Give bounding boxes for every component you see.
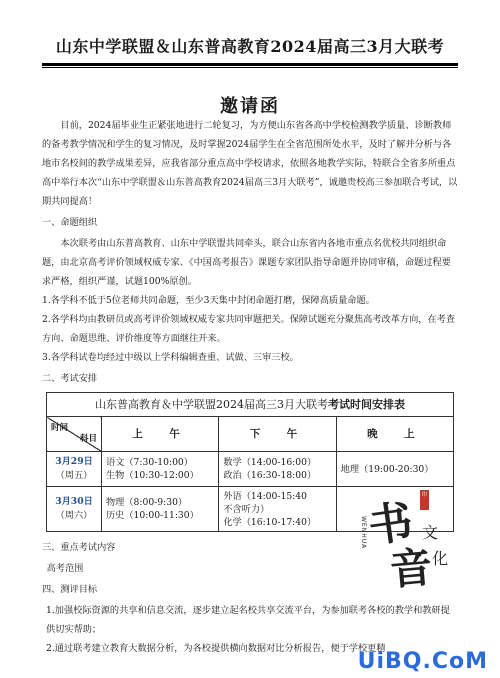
section-1-item: 3.各学科试卷均经过中级以上学科编辑查重、试做、三审三校。 <box>42 352 299 363</box>
afternoon-cell <box>219 487 336 532</box>
exam-entry: 政治（16:30-18:00） <box>223 470 317 481</box>
intro-paragraph: 目前，2024届毕业生正紧张地进行二轮复习，为方便山东省各高中学校检测教学质量、诊断教师的备考教学情况和学生的复习情况，及时掌握2024届学生在全省范围所处水平，及时了解并分析与各地市名校间的教学成果差异，应我省部分重点高中学校请求，依照各地教学实际，特联合全省多所重点高中举行本次“山东中学联盟＆山东普高教育2024届高三3月大联考”，诚邀贵校高三参加联合考试，以期共同提高！ <box>42 120 458 207</box>
section-4-title: 四、测评目标 <box>42 584 98 595</box>
red-stamp: 印 <box>420 490 429 510</box>
calligraphy-logo <box>360 480 470 610</box>
section-3-body: 高考范围 <box>46 563 84 574</box>
exam-entry: 语文（7:30-10:00） <box>106 457 193 468</box>
logo-char: 文 <box>422 523 439 542</box>
logo-char: 化 <box>432 549 449 568</box>
exam-entry: 生物（10:30-12:00） <box>106 470 199 481</box>
afternoon-cell <box>219 452 336 487</box>
section-1-title: 一、命题组织 <box>42 217 98 228</box>
section-1-body: 本次联考由山东普高教育、山东中学联盟共同牵头，联合山东省内各地市重点名优校共同组织命题，由北京高考评价领域权威专家、《中国高考报告》课题专家团队指导命题并协同审稿，命题过程要求严格，组织严谨，试题100%原创。 <box>42 238 451 287</box>
exam-entry: 历史（10:00-11:30） <box>106 510 199 521</box>
exam-entry: 物理（8:00-9:30） <box>106 497 188 508</box>
section-3-title: 三、重点考试内容 <box>42 542 116 553</box>
exam-entry: 地理（19:00-20:30） <box>340 463 434 475</box>
logo-side-text: WENHUA <box>360 516 367 550</box>
weekday-text: （周五） <box>55 470 93 481</box>
corner-cell <box>47 417 102 452</box>
exam-entry: 数学（14:00-16:00） <box>223 457 317 468</box>
column-header-evening: 晚 上 <box>336 417 453 452</box>
site-watermark: UiBQ.CoM <box>357 649 488 674</box>
column-header-morning: 上 午 <box>102 417 219 452</box>
date-cell <box>47 487 102 532</box>
document-header-title: 山东中学联盟＆山东普高教育2024届高三3月大联考 <box>55 37 445 56</box>
corner-subject-label: 科目 <box>79 434 97 444</box>
date-text: 3月30日 <box>55 496 93 507</box>
date-cell <box>47 452 102 487</box>
section-1-item: 2.各学科均由教研员或高考评价领域权威专家共同审题把关。保障试题充分聚焦高考改革方向，在考查方向、命题思维、评价维度等方面继往开来。 <box>42 314 456 344</box>
weekday-text: （周六） <box>55 510 93 521</box>
schedule-caption-plain: 山东普高教育＆中学联盟2024届高三3月大联考 <box>95 398 328 411</box>
exam-entry: 化学（16:10-17:40） <box>223 516 317 528</box>
schedule-caption-bold: 考试时间安排表 <box>328 398 405 411</box>
corner-time-label: 时间 <box>51 423 69 433</box>
exam-entry: 不含听力） <box>223 503 270 515</box>
date-text: 3月29日 <box>55 456 93 467</box>
schedule-caption <box>47 393 454 417</box>
section-2-title: 二、考试安排 <box>42 373 98 384</box>
morning-cell <box>102 452 219 487</box>
logo-char: 音 <box>388 542 435 595</box>
morning-cell <box>102 487 219 532</box>
letter-title: 邀请函 <box>220 96 280 117</box>
exam-entry: 外语（14:00-15:40 <box>223 490 307 502</box>
section-4-item: 2.通过联考建立教育大数据分析，为各校提供横向数据对比分析报告，便于学校更精 <box>46 643 386 654</box>
section-4-item: 1.加强校际资源的共享和信息交流，逐步建立起名校共享交流平台，为参加联考各校的教学和教研提供切实帮助； <box>46 605 450 635</box>
column-header-afternoon: 下 午 <box>219 417 336 452</box>
section-1-item: 1.各学科不低于5位老师共同命题，至少3天集中封闭命题打磨，保障高质量命题。 <box>42 295 375 306</box>
logo-char: 书 <box>365 496 416 553</box>
header-rule <box>42 63 458 68</box>
